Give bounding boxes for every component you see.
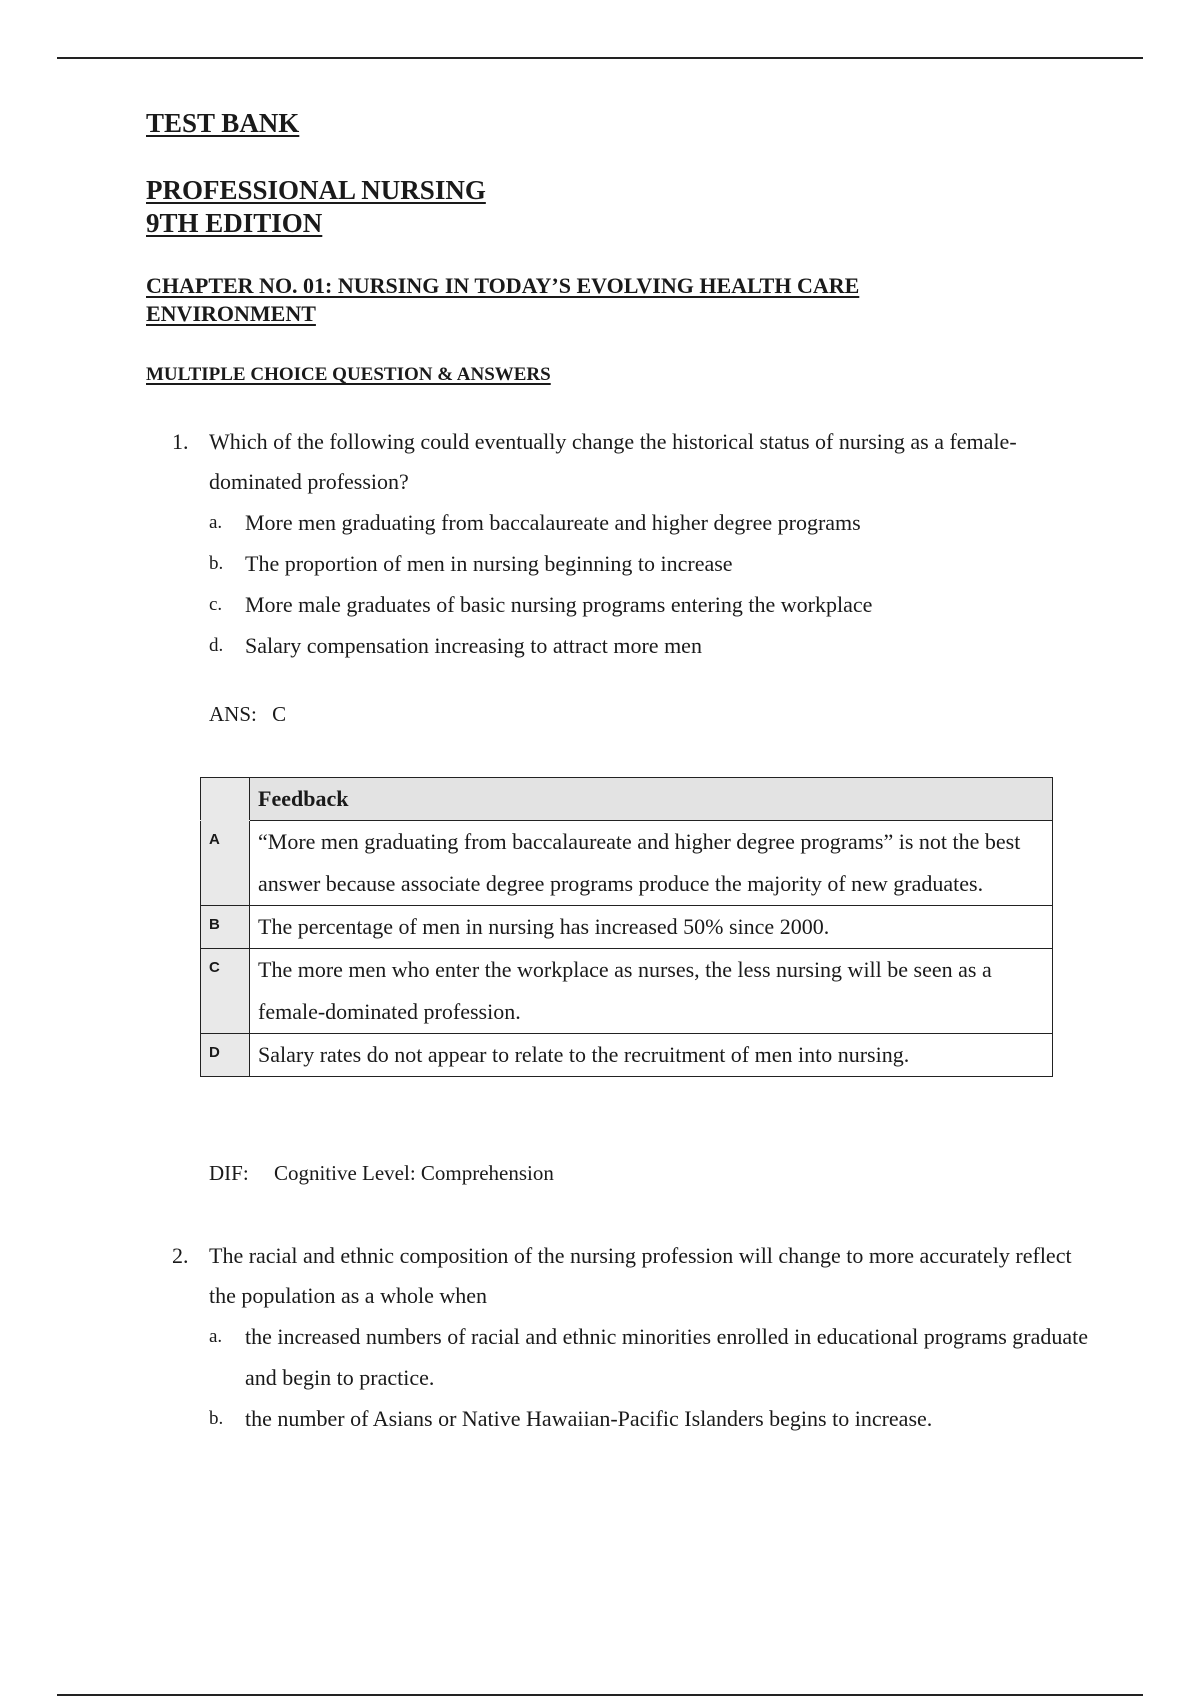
answer-label: ANS: — [209, 702, 257, 726]
section-heading: MULTIPLE CHOICE QUESTION & ANSWERS — [146, 364, 551, 385]
question-text: The racial and ethnic composition of the nursing profession will change to more accurately reflect the population as a whole when — [209, 1243, 1072, 1308]
answer-options — [172, 502, 1102, 666]
feedback-letter: D — [201, 1034, 250, 1077]
answer-value: C — [272, 702, 287, 726]
feedback-row-d — [201, 1034, 1053, 1077]
feedback-header-row — [201, 778, 1053, 821]
feedback-row-b — [201, 906, 1053, 949]
option-letter: d. — [209, 635, 224, 656]
top-rule — [57, 57, 1143, 59]
question-text: Which of the following could eventually change the historical status of nursing as a female-dominated profession? — [209, 429, 1017, 494]
test-bank-heading: TEST BANK — [146, 108, 300, 138]
option-b — [209, 543, 1102, 584]
chapter-title: CHAPTER NO. 01: NURSING IN TODAY’S EVOLVING HEALTH CARE ENVIRONMENT — [146, 273, 860, 326]
difficulty-label: DIF: — [209, 1161, 249, 1185]
option-letter: b. — [209, 1408, 224, 1429]
bottom-rule — [57, 1694, 1143, 1696]
feedback-letter: B — [201, 906, 250, 949]
option-text: More male graduates of basic nursing programs entering the workplace — [245, 592, 873, 617]
option-text: Salary compensation increasing to attract more men — [245, 633, 702, 658]
option-letter: a. — [209, 1326, 223, 1347]
feedback-row-a — [201, 821, 1053, 906]
answer-line — [209, 702, 286, 727]
question-number: 1. — [172, 429, 189, 454]
option-d — [209, 625, 1102, 666]
option-text: More men graduating from baccalaureate and higher degree programs — [245, 510, 861, 535]
option-text: the increased numbers of racial and ethnic minorities enrolled in educational programs graduate and begin to practice. — [245, 1324, 1089, 1390]
difficulty-value: Cognitive Level: Comprehension — [273, 1161, 554, 1185]
question-2 — [172, 1236, 1102, 1439]
answer-options — [172, 1316, 1102, 1439]
option-a — [209, 502, 1102, 543]
question-number: 2. — [172, 1243, 189, 1268]
feedback-letter: C — [201, 949, 250, 1034]
option-letter: a. — [209, 512, 223, 533]
feedback-table — [200, 777, 1053, 1077]
feedback-text: The percentage of men in nursing has increased 50% since 2000. — [250, 906, 1053, 949]
feedback-text: “More men graduating from baccalaureate and higher degree programs” is not the best answer because associate degree programs produce the majority of new graduates. — [250, 821, 1053, 906]
option-text: The proportion of men in nursing beginning to increase — [245, 551, 733, 576]
difficulty-line — [209, 1161, 554, 1186]
feedback-row-c — [201, 949, 1053, 1034]
book-title — [146, 174, 486, 240]
option-c — [209, 584, 1102, 625]
feedback-letter-cell — [201, 778, 250, 821]
book-title-line-1: PROFESSIONAL NURSING — [146, 175, 486, 205]
option-text: the number of Asians or Native Hawaiian-Pacific Islanders begins to increase. — [245, 1406, 933, 1431]
option-b — [209, 1398, 1102, 1439]
book-edition: 9TH EDITION — [146, 208, 323, 238]
question-1 — [172, 422, 1102, 666]
option-letter: b. — [209, 553, 224, 574]
feedback-header: Feedback — [250, 778, 1053, 821]
feedback-letter: A — [201, 821, 250, 906]
option-a — [209, 1316, 1102, 1398]
option-letter: c. — [209, 594, 223, 615]
feedback-text: Salary rates do not appear to relate to the recruitment of men into nursing. — [250, 1034, 1053, 1077]
feedback-text: The more men who enter the workplace as nurses, the less nursing will be seen as a female-dominated profession. — [250, 949, 1053, 1034]
